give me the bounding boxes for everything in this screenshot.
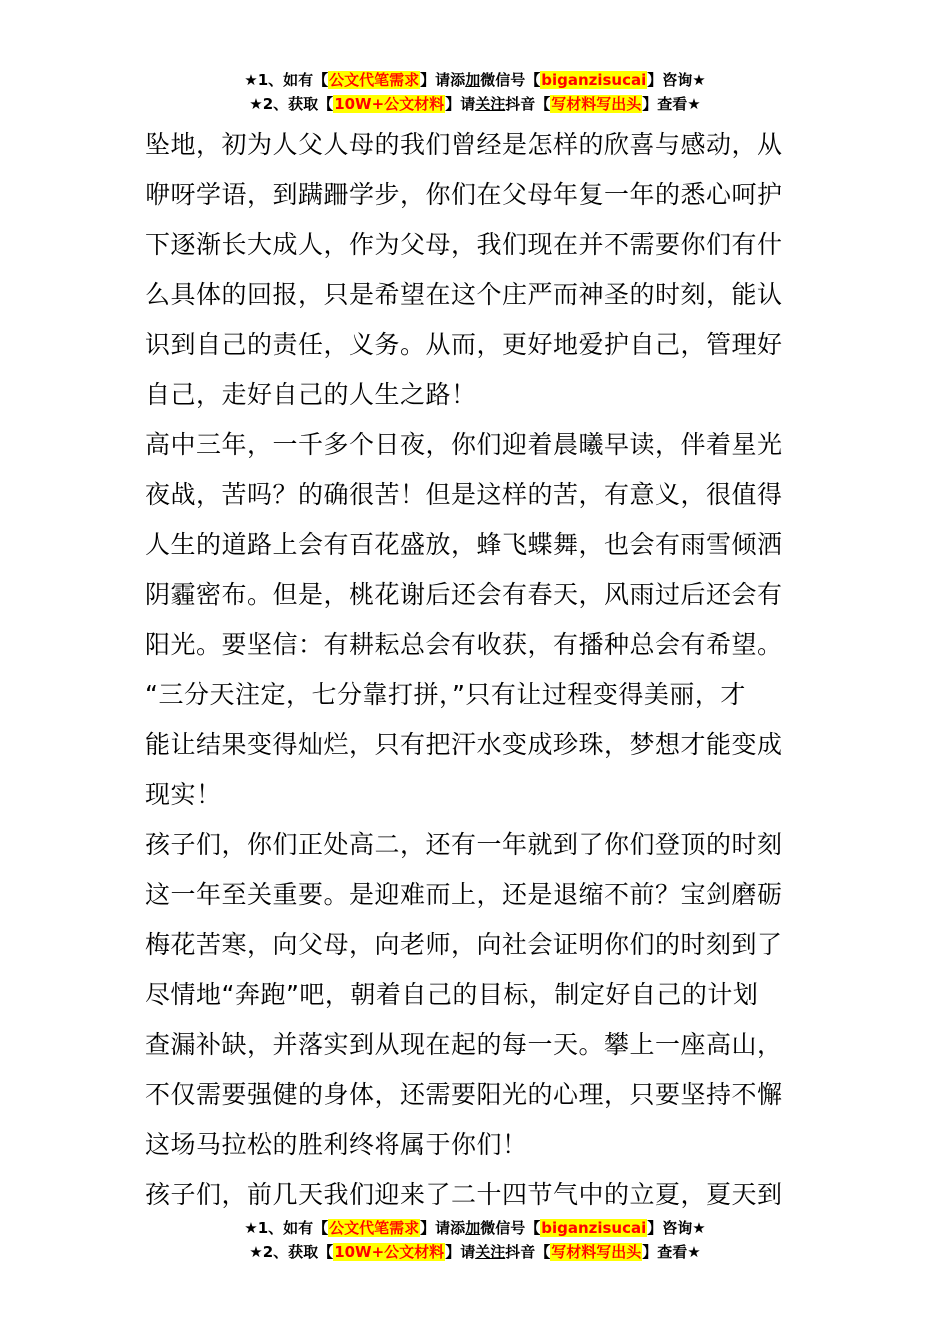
underlined-text: 加 [465,1219,481,1237]
douyin-account: 写材料写出头 [551,95,642,113]
banner-text: 】查看★ [642,95,701,113]
banner-text: 】咨询★ [647,1219,706,1237]
body-line: 尽情地“奔跑”吧，朝着自己的目标，制定好自己的计划 [145,980,759,1009]
body-line: 这场马拉松的胜利终将属于你们！ [145,1130,528,1159]
highlight-text: 公文代笔需求 [329,1219,420,1237]
banner-line-2 [0,92,950,116]
banner-text: 微信号【 [480,1219,541,1237]
body-line: 人生的道路上会有百花盛放，蜂飞蝶舞，也会有雨雪倾洒 [145,530,783,559]
body-line: 阴霾密布。但是，桃花谢后还会有春天，风雨过后还会有 [145,580,783,609]
banner-text: ★2、获取【 [249,1243,334,1261]
banner-text: ★1、如有【 [244,1219,329,1237]
banner-text: 】请 [445,1243,476,1261]
underlined-text: 加 [465,71,481,89]
banner-text: 】请 [445,95,476,113]
wechat-id: biganzisucai [541,1219,647,1237]
wechat-id: biganzisucai [541,71,647,89]
banner-text: ★1、如有【 [244,71,329,89]
banner-text: 】咨询★ [647,71,706,89]
body-line: 孩子们，你们正处高二，还有一年就到了你们登顶的时刻 [145,830,783,859]
highlight-text: 10W+公文材料 [334,1243,445,1261]
body-line: 坠地，初为人父人母的我们曾经是怎样的欣喜与感动，从 [145,130,783,159]
banner-text: 抖音【 [505,95,551,113]
highlight-text: 10W+公文材料 [334,95,445,113]
body-line: 查漏补缺，并落实到从现在起的每一天。攀上一座高山， [145,1030,783,1059]
footer-banner [0,1216,950,1264]
body-line: 孩子们，前几天我们迎来了二十四节气中的立夏，夏天到 [145,1180,783,1209]
body-line: 识到自己的责任，义务。从而，更好地爱护自己，管理好 [145,330,783,359]
document-body [145,120,815,1220]
highlight-text: 公文代笔需求 [329,71,420,89]
underlined-text: 关注 [475,95,506,113]
body-line: 现实！ [145,780,222,809]
body-line: 夜战，苦吗？的确很苦！但是这样的苦，有意义，很值得 [145,480,783,509]
body-line: 下逐渐长大成人，作为父母，我们现在并不需要你们有什 [145,230,783,259]
header-banner [0,68,950,116]
body-line: 梅花苦寒，向父母，向老师，向社会证明你们的时刻到了 [145,930,783,959]
body-line: 这一年至关重要。是迎难而上，还是退缩不前？宝剑磨砺 [145,880,783,909]
banner-line-1 [0,68,950,92]
body-line: 么具体的回报，只是希望在这个庄严而神圣的时刻，能认 [145,280,783,309]
body-line: 能让结果变得灿烂，只有把汗水变成珍珠，梦想才能变成 [145,730,783,759]
banner-text: 】请添 [420,71,466,89]
banner-text: 】请添 [420,1219,466,1237]
body-line: 咿呀学语，到蹒跚学步，你们在父母年复一年的悉心呵护 [145,180,783,209]
underlined-text: 关注 [475,1243,506,1261]
body-line: 自己，走好自己的人生之路！ [145,380,477,409]
banner-line-1 [0,1216,950,1240]
banner-text: 抖音【 [505,1243,551,1261]
banner-text: 微信号【 [480,71,541,89]
body-line: 高中三年，一千多个日夜，你们迎着晨曦早读，伴着星光 [145,430,783,459]
douyin-account: 写材料写出头 [551,1243,642,1261]
body-line: 阳光。要坚信：有耕耘总会有收获，有播种总会有希望。 [145,630,783,659]
banner-line-2 [0,1240,950,1264]
banner-text: 】查看★ [642,1243,701,1261]
banner-text: ★2、获取【 [249,95,334,113]
body-line: “三分天注定，七分靠打拼，”只有让过程变得美丽，才 [145,680,746,709]
body-line: 不仅需要强健的身体，还需要阳光的心理，只要坚持不懈 [145,1080,783,1109]
